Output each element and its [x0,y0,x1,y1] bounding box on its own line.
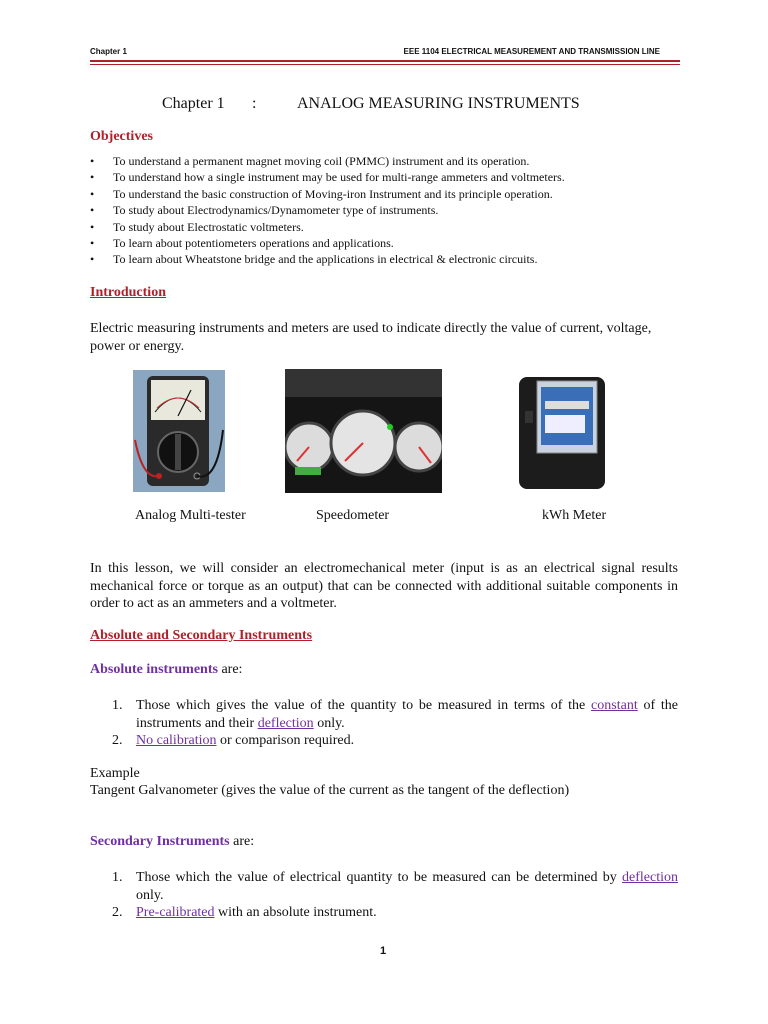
list-item [112,904,678,922]
deflection-link[interactable]: deflection [622,870,678,885]
page-number: 1 [380,945,387,957]
absolute-list [112,697,678,750]
list-item [112,697,678,732]
constant-link[interactable]: constant [591,698,638,713]
speedometer-image [285,369,442,493]
header-rule [90,60,680,62]
abs-sec-heading: Absolute and Secondary Instruments [90,628,313,643]
title-text: ANALOG MEASURING INSTRUMENTS [297,95,580,112]
lesson-text: In this lesson, we will consider an electromechanical meter (input is as an electrical signal results mechanical force or torque as an output) that can be connected with additional suitable components in order to act as an ammeters and a voltmeter. [90,561,678,611]
caption-speedometer: Speedometer [316,508,390,523]
page-header [90,47,680,56]
kwh-meter-image [517,371,607,493]
example-label: Example [90,766,140,781]
caption-kwh: kWh Meter [542,508,607,523]
item-text: Those which the value of electrical quantity to be measured can be determined by [136,870,623,885]
secondary-term: Secondary Instruments [90,834,230,849]
objective-item: • To study about Electrodynamics/Dynamometer type of instruments. [90,202,690,218]
item-text: of the instruments and their [136,698,678,731]
objective-item: • To understand a permanent magnet moving coil (PMMC) instrument and its operation. [90,153,690,169]
chapter-title [162,95,580,113]
objective-item: • To learn about potentiometers operations and applications. [90,235,690,251]
no-calibration-link[interactable]: No calibration [136,733,217,748]
item-text: only. [136,887,164,903]
chapter-label: Chapter 1 [162,95,225,112]
secondary-list [112,869,678,922]
multitester-image [133,370,225,492]
item-text: with an absolute instrument. [214,905,377,920]
header-course: EEE 1104 ELECTRICAL MEASUREMENT AND TRANSMISSION LINE [403,47,660,56]
objectives-list [90,153,690,268]
list-number: 2. [112,733,123,748]
introduction-text: Electric measuring instruments and meters are used to indicate directly the value of current, voltage, power or energy. [90,321,652,354]
objective-item: • To study about Electrostatic voltmeters. [90,219,690,235]
item-text: only. [313,715,345,731]
objective-item: • To understand the basic construction of Moving-iron Instrument and its principle operation. [90,186,690,202]
absolute-intro [90,662,242,678]
objective-item: • To understand how a single instrument may be used for multi-range ammeters and voltmeters. [90,169,690,185]
deflection-link[interactable]: deflection [257,715,314,731]
list-number: 1. [112,698,123,713]
header-chapter: Chapter 1 [90,47,127,56]
objectives-heading: Objectives [90,129,153,144]
item-text: Those which gives the value of the quantity to be measured in terms of the [136,698,592,713]
objective-item: • To learn about Wheatstone bridge and the applications in electrical & electronic circuits. [90,251,690,267]
list-item [112,869,678,904]
item-text: or comparison required. [216,733,355,748]
secondary-suffix: are: [229,834,255,849]
list-number: 2. [112,905,123,920]
introduction-heading: Introduction [90,285,166,300]
absolute-suffix: are: [217,662,243,677]
secondary-intro [90,834,254,850]
header-rule-thin [90,64,680,65]
title-colon: : [252,95,257,112]
list-number: 1. [112,870,123,885]
absolute-term: Absolute instruments [90,662,218,677]
example-text: Tangent Galvanometer (gives the value of the current as the tangent of the deflection) [90,783,570,798]
list-item [112,732,678,750]
caption-multitester: Analog Multi-tester [135,508,246,523]
pre-calibrated-link[interactable]: Pre-calibrated [136,905,215,920]
